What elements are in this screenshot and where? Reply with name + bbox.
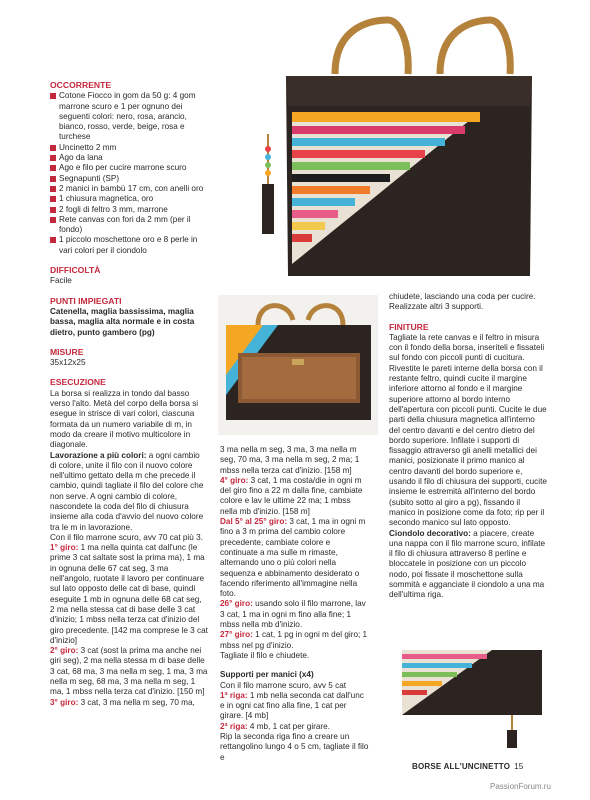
giro-1-paragraph: 1° giro: 1 ma nella quinta cat dall'unc (le prime 3 cat saltate sost la prima ma), 1 ma in ognuna delle 67 cat seg, 3 ma nell'angolo, ruotate il lavoro per continuare sul lato opposto delle cat di base, quindi eseguite 1 mb in ognuna delle 68 cat seg, 2 ma nella stessa cat di base delle 3 cat d'inizio; 1 mbss nella terza cat d'inizio del giro precedente. [142 ma comprese le 3 cat d'inizio] <box>50 543 208 645</box>
end-paragraph: Tagliate il filo e chiudete. <box>220 650 310 660</box>
esecuzione-intro: La borsa si realizza in tondo dal basso verso l'alto. Metà del corpo della borsa si esegue in strisce di vari colori, ciascuna formata da un numero variabile di m, in modo da creare il motivo multicolore in diagonale. <box>50 388 199 450</box>
list-item: 1 chiusura magnetica, oro <box>50 194 208 204</box>
col3-continued: chiudete, lasciando una coda per cucire. Realizzate altri 3 supporti. <box>389 292 536 312</box>
bullet-square-icon <box>50 93 56 99</box>
giro-27-paragraph: 27° giro: 1 cat, 1 pg in ogni m del giro; 1 mbss nel pg d'inizio. <box>220 630 368 650</box>
bullet-square-icon <box>50 155 56 161</box>
bullet-square-icon <box>50 207 56 213</box>
list-item: Ago da lana <box>50 153 208 163</box>
rip-paragraph: Rip la seconda riga fino a creare un rettangolino lungo 4 o 5 cm, tagliate il filo e <box>220 732 369 762</box>
list-item: 2 manici in bambù 17 cm, con anelli oro <box>50 184 208 194</box>
bag-side-photo <box>392 630 552 750</box>
giro-3-continued: 3 ma nella m seg, 3 ma, 3 ma nella m seg, 70 ma, 3 ma nella m seg, 2 ma; 1 mbss nella terza cat d'inizio. [158 m] <box>220 445 360 475</box>
lavorazione-paragraph: Lavorazione a più colori: a ogni cambio di colore, unite il filo con il nuovo colore nell'ultimo gettato della m che precede il cambio, quindi tagliate il filo del colore che non serve. A ogni cambio di colore, nascondete la coda del filo di chiusura insieme alla coda d'avvio del nuovo colore tra le m in lavorazione. <box>50 450 204 532</box>
list-item: Cotone Fiocco in gom da 50 g: 4 gom marrone scuro e 1 per ognuno dei seguenti colori: nero, rosa, arancio, bianco, rosso, verde, beige, rosa e turchese <box>50 91 208 142</box>
giro-5-25-paragraph: Dal 5° al 25° giro: 3 cat, 1 ma in ogni m fino a 3 m prima del cambio colore precedente, cambiate colore e continuate a ma sulle m rimaste, alternando uno o più colori nella sequenza e abbinamento desiderato o facendo riferimento all'immagine nella foto. <box>220 517 366 599</box>
bullet-square-icon <box>50 186 56 192</box>
bullet-square-icon <box>50 145 56 151</box>
riga-2-paragraph: 2ª riga: 4 mb, 1 cat per girare. <box>220 721 330 731</box>
misure-heading: MISURE <box>50 346 84 357</box>
difficolta-heading: DIFFICOLTÀ <box>50 265 101 276</box>
list-item: 1 piccolo moschettone oro e 8 perle in vari colori per il ciondolo <box>50 235 208 256</box>
supporti-start: Con il filo marrone scuro, avv 5 cat <box>220 680 347 690</box>
giro-2-paragraph: 2° giro: 3 cat (sost la prima ma anche nei giri seg), 2 ma nella stessa m di base delle 3 cat, 68 ma, 3 ma nella m seg, 1 ma, 3 ma nella m seg, 68 ma, 3 ma nella m seg, 1 ma, 1 mbss nella terza cat d'inizio. [150 m] <box>50 646 208 697</box>
bag-interior-photo <box>218 295 378 435</box>
list-item: Segnapunti (SP) <box>50 174 208 184</box>
occorrente-heading: OCCORRENTE <box>50 80 112 90</box>
column-middle <box>220 445 370 763</box>
riga-1-paragraph: 1ª riga: 1 mb nella seconda cat dall'unc e in ogni cat fino alla fine, 1 cat per girare. [4 mb] <box>220 690 364 721</box>
main-bag-photo <box>240 14 540 284</box>
list-item: Uncinetto 2 mm <box>50 143 208 153</box>
misure-text: 35x12x25 <box>50 358 86 368</box>
page-footer <box>412 762 523 771</box>
finiture-heading: FINITURE <box>389 321 429 332</box>
giro-26-paragraph: 26° giro: usando solo il filo marrone, lav 3 cat, 1 ma in ogni m fino alla fine; 1 mbss nella mb d'inizio. <box>220 599 366 630</box>
ciondolo-paragraph: Ciondolo decorativo: a piacere, create una nappa con il filo marrone scuro, infilate il filo di chiusura attraverso 8 perline e bloccatele in posizione con un piccolo nodo, poi fissate il moschettone sulla sommità e agganciate il ciondolo a una ma dell'ultima riga. <box>389 528 546 600</box>
list-item: 2 fogli di feltro 3 mm, marrone <box>50 205 208 215</box>
page-number: 15 <box>514 762 524 771</box>
bullet-square-icon <box>50 237 56 243</box>
finiture-text: Tagliate la rete canvas e il feltro in misura con il fondo della borsa, inseriteli e fissateli sul fondo con piccoli punti di cucitura. Rivestite le pareti interne della borsa con il restante feltro, quindi cucite il margine inferiore attorno al fondo e il margine superiore attorno al bordo interno dell'apertura con piccoli punti. Cucite le due parti della chiusura magnetica all'interno del centro davanti e del centro dietro del bordo superiore. Infilate i supporti di fissaggio attraverso gli anelli metallici dei manici, posizionate il primo manico al centro davanti del bordo superiore e, usando il filo di chiusura dei supporti, cucite insieme le estremità all'interno del bordo (subito sotto al giro a pg), fissando il manico in posizione come da foto; rip per il secondo manico sul lato opposto. <box>389 332 547 528</box>
bullet-square-icon <box>50 176 56 182</box>
list-item: Rete canvas con fori da 2 mm (per il fondo) <box>50 215 208 236</box>
column-right <box>389 292 547 601</box>
bullet-square-icon <box>50 217 56 223</box>
footer-title: BORSE ALL'UNCINETTO <box>412 762 511 771</box>
esecuzione-heading: ESECUZIONE <box>50 377 106 388</box>
punti-text: Catenella, maglia bassissima, maglia bassa, maglia alta normale e in costa dietro, punto gambero (pg) <box>50 306 195 337</box>
giro-3-paragraph: 3° giro: 3 cat, 3 ma nella m seg, 70 ma, <box>50 697 195 707</box>
watermark: PassionForum.ru <box>490 782 551 791</box>
bullet-square-icon <box>50 196 56 202</box>
difficolta-text: Facile <box>50 276 72 286</box>
giro-4-paragraph: 4° giro: 3 cat, 1 ma costa/die in ogni m del giro fino a 22 m dalla fine, cambiate colore e lav le ultime 22 ma; 1 mbss nella mb d'inizio. [158 m] <box>220 475 363 516</box>
list-item: Ago e filo per cucire marrone scuro <box>50 163 208 173</box>
punti-heading: PUNTI IMPIEGATI <box>50 295 122 306</box>
start-paragraph: Con il filo marrone scuro, avv 70 cat più 3. <box>50 532 203 542</box>
bag-illustration <box>240 14 540 284</box>
occorrente-list <box>50 91 208 256</box>
column-left <box>50 80 208 708</box>
bullet-square-icon <box>50 165 56 171</box>
supporti-heading: Supporti per manici (x4) <box>220 670 314 680</box>
